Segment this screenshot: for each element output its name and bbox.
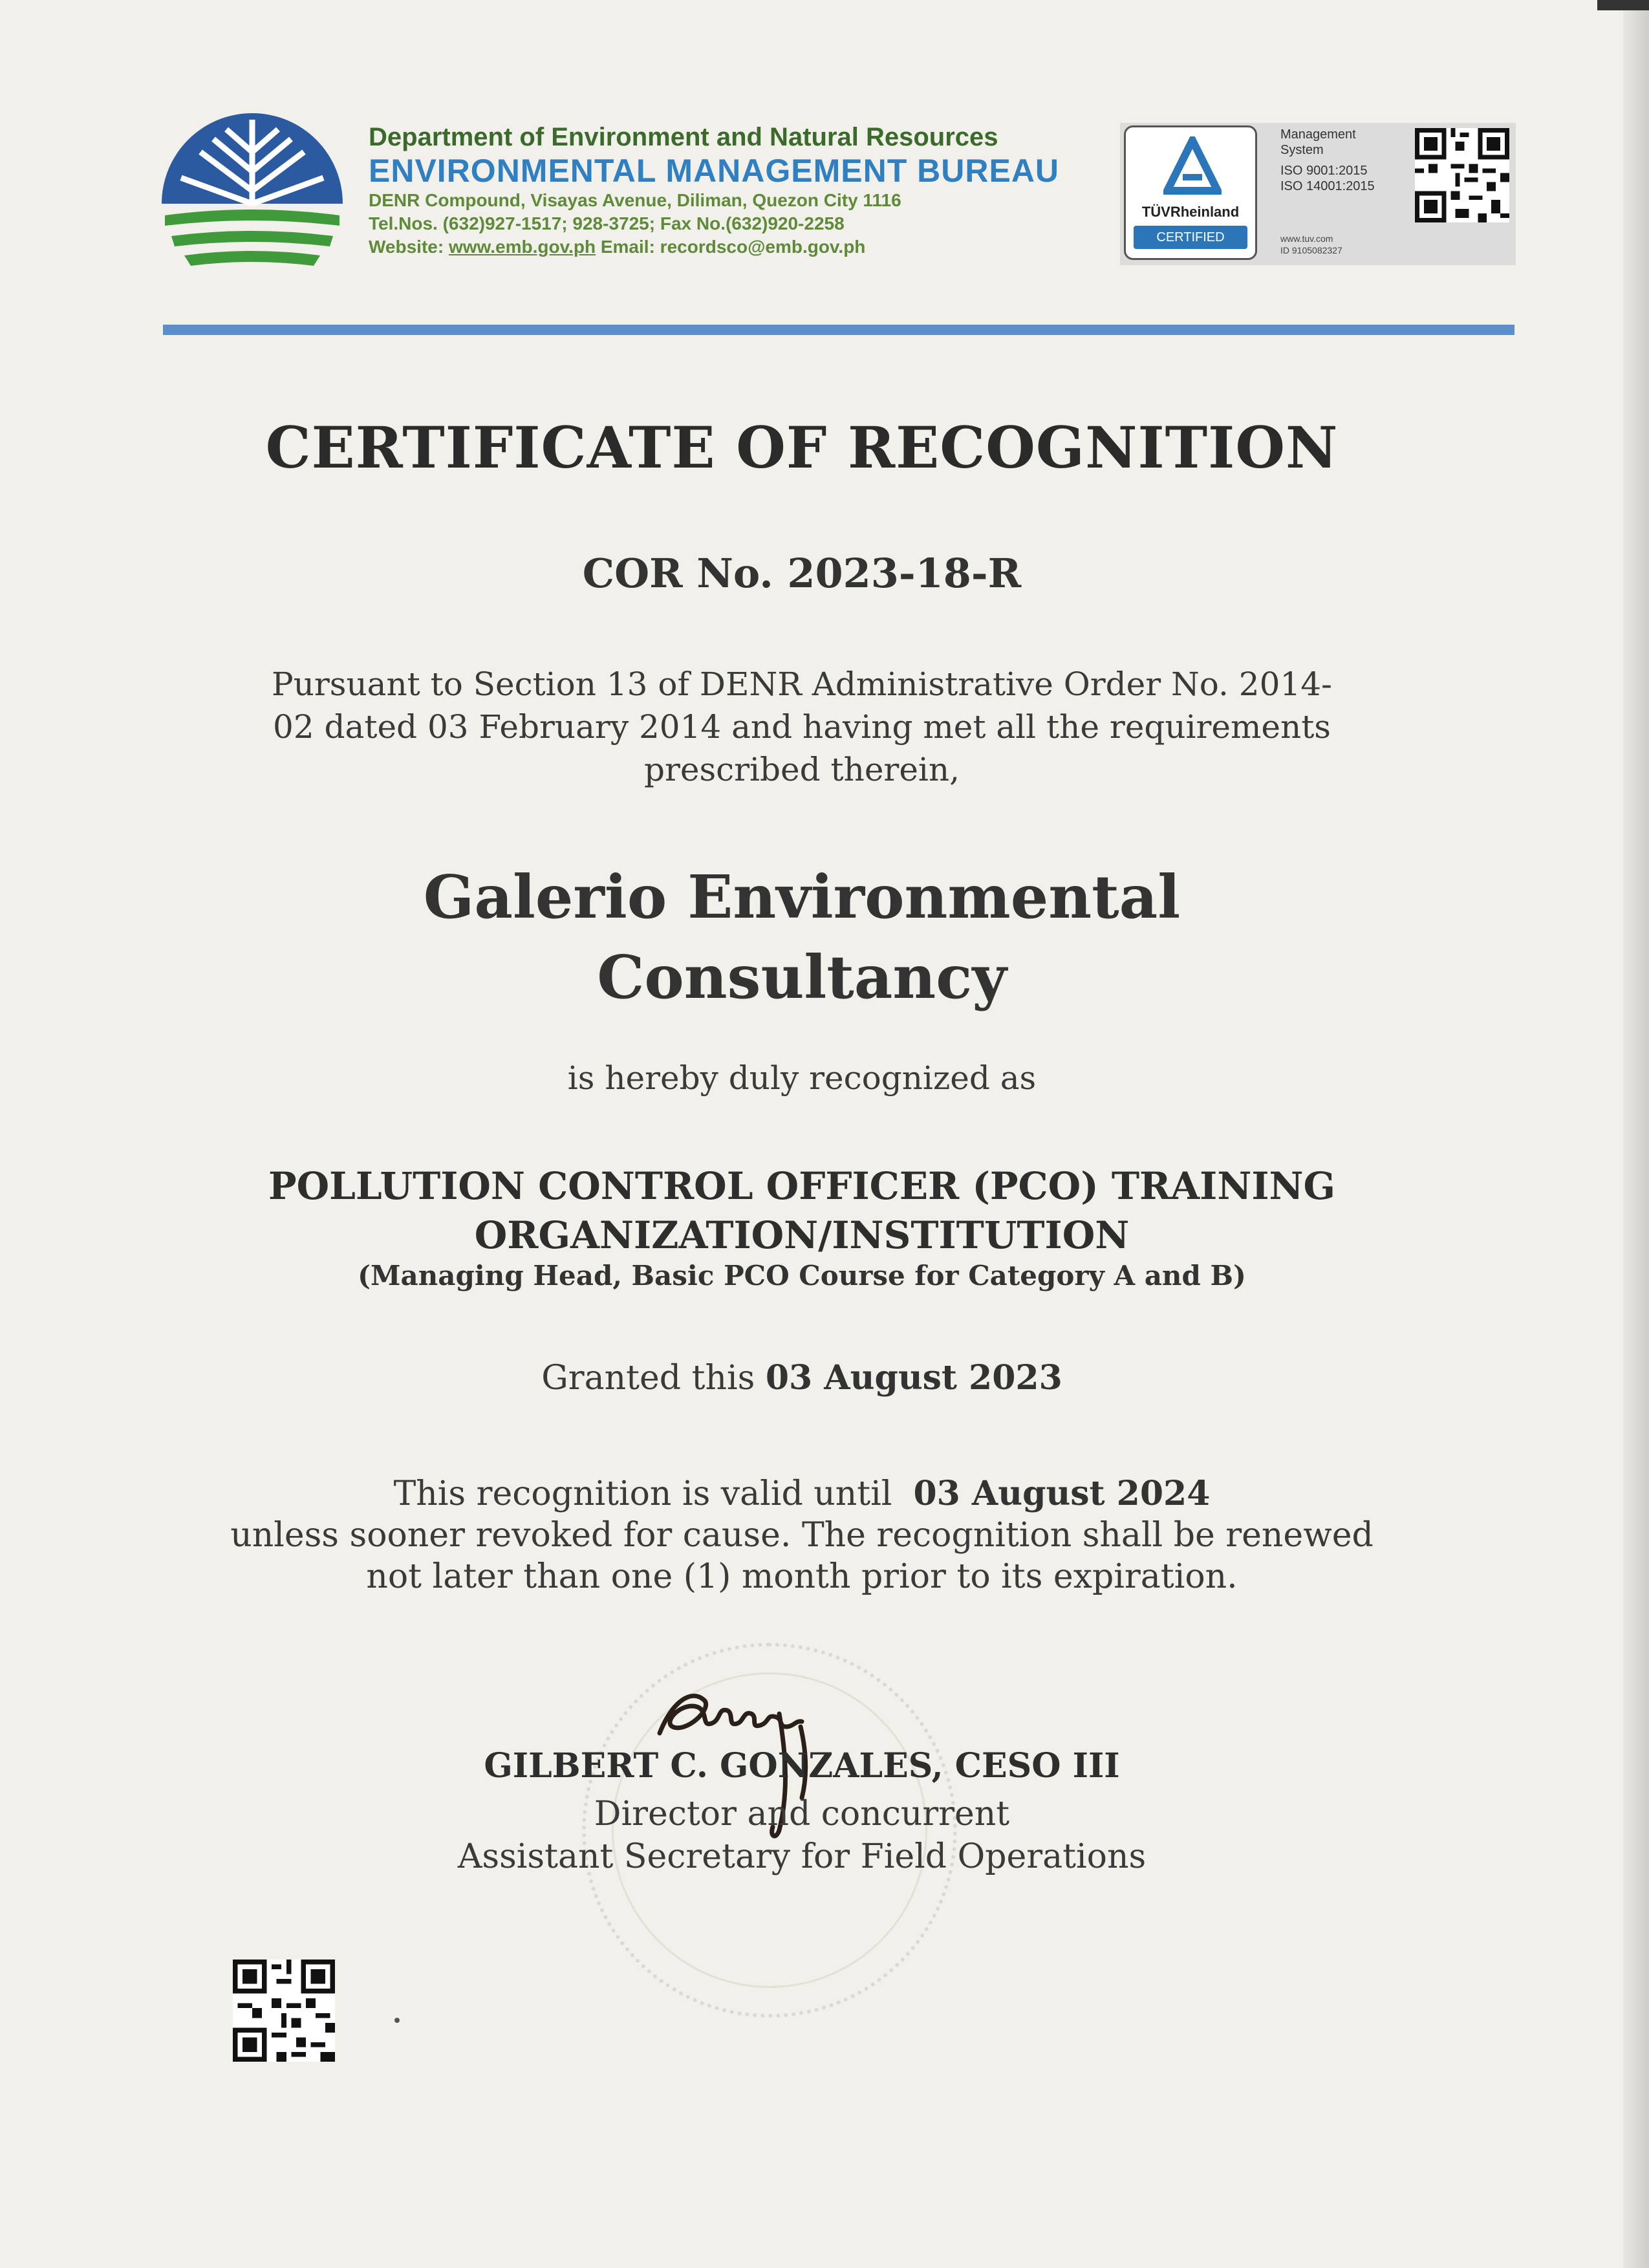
valid-line1 — [0, 1473, 1604, 1515]
tuv-certified-label: CERTIFIED — [1134, 226, 1247, 249]
website-label: Website: — [369, 237, 444, 257]
valid-line3: not later than one (1) month prior to its expiration. — [366, 1557, 1238, 1596]
company-name — [0, 857, 1604, 1017]
qr-code-icon — [1415, 128, 1509, 222]
tuv-url: www.tuv.com — [1280, 233, 1333, 244]
ms-line2: System — [1280, 143, 1324, 157]
address: DENR Compound, Visayas Avenue, Diliman, Quezon City 1116 — [369, 190, 901, 210]
company-line2: Consultancy — [597, 942, 1007, 1012]
granted-date-line — [0, 1358, 1604, 1398]
company-line1: Galerio Environmental — [423, 862, 1181, 932]
page-corner — [1597, 0, 1649, 10]
signatory-name: GILBERT C. GONZALES, CESO III — [484, 1746, 1120, 1786]
certificate-title: CERTIFICATE OF RECOGNITION — [265, 414, 1339, 481]
valid-line2: unless sooner revoked for cause. The recognition shall be renewed — [230, 1516, 1374, 1555]
role-line1: POLLUTION CONTROL OFFICER (PCO) TRAINING — [268, 1164, 1336, 1208]
validity-text — [0, 1473, 1604, 1597]
pursuant-text — [0, 663, 1604, 791]
tuv-id-block — [1280, 233, 1342, 256]
pursuant-line2: 02 dated 03 February 2014 and having met all the requirements — [273, 708, 1331, 746]
contact-line — [369, 235, 1059, 259]
tuv-id: ID 9105082327 — [1280, 245, 1342, 255]
valid-date: 03 August 2024 — [913, 1474, 1211, 1513]
letterhead — [369, 122, 1059, 259]
header-divider — [163, 325, 1514, 335]
phone-numbers: Tel.Nos. (632)927-1517; 928-3725; Fax No.(632)920-2258 — [369, 213, 845, 233]
role-subtitle: (Managing Head, Basic PCO Course for Category A and B) — [358, 1260, 1246, 1291]
department-name: Department of Environment and Natural Resources — [369, 123, 998, 151]
ms-line1: Management — [1280, 127, 1356, 142]
valid-prefix: This recognition is valid until — [393, 1474, 892, 1513]
speck — [394, 2018, 400, 2023]
pursuant-line1: Pursuant to Section 13 of DENR Administrative Order No. 2014- — [272, 665, 1332, 703]
signatory-title-line2: Assistant Secretary for Field Operations — [457, 1837, 1147, 1876]
recognized-as: is hereby duly recognized as — [567, 1059, 1037, 1097]
recognition-role — [0, 1161, 1604, 1260]
bureau-name: ENVIRONMENTAL MANAGEMENT BUREAU — [369, 153, 1060, 189]
cor-number: COR No. 2023-18-R — [582, 550, 1022, 597]
email-label: Email: — [600, 237, 655, 257]
iso-14001: ISO 14001:2015 — [1280, 179, 1375, 193]
tuv-triangle-icon — [1163, 136, 1222, 199]
signatory-title-line1: Director and concurrent — [594, 1795, 1010, 1833]
page-edge — [1623, 0, 1649, 2268]
qr-code-icon — [233, 1960, 335, 2062]
website-link[interactable]: www.emb.gov.ph — [448, 237, 596, 257]
granted-prefix: Granted this — [541, 1359, 755, 1398]
iso-9001: ISO 9001:2015 — [1280, 164, 1368, 178]
signatory-title — [0, 1793, 1604, 1878]
pursuant-line3: prescribed therein, — [643, 751, 960, 788]
role-line2: ORGANIZATION/INSTITUTION — [474, 1213, 1130, 1257]
tuv-name: TÜVRheinland — [1141, 204, 1240, 220]
management-system-text — [1280, 127, 1375, 194]
tuv-badge — [1124, 125, 1257, 260]
denr-logo-icon — [155, 107, 349, 281]
granted-date: 03 August 2023 — [765, 1358, 1062, 1398]
email-link[interactable]: recordsco@emb.gov.ph — [660, 237, 866, 257]
